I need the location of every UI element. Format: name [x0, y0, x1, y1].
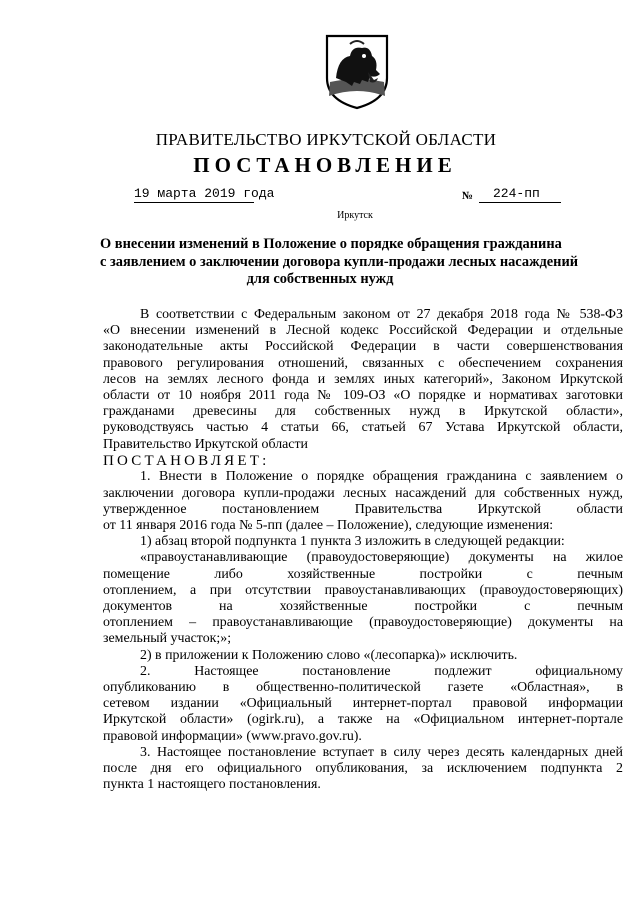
- document-body: [103, 307, 623, 793]
- title-line: с заявлением о заключении договора купли-продажи лесных насаждений: [100, 253, 579, 270]
- text-line: документов на хозяйственные постройки с печным: [103, 598, 623, 614]
- text-line: лесов на землях лесного фонда и землях иных категорий», Законом Иркутской: [103, 371, 623, 387]
- text-line: 3. Настоящее постановление вступает в силу через десять календарных дней: [140, 744, 623, 760]
- document-type: ПОСТАНОВЛЕНИЕ: [193, 153, 457, 177]
- title-line: для собственных нужд: [246, 271, 394, 287]
- text-line: заключении договора купли-продажи лесных насаждений для собственных нужд,: [103, 485, 623, 501]
- decree-heading: ПОСТАНОВЛЯЕТ:: [103, 452, 270, 469]
- item-2: [103, 664, 623, 745]
- item-1: [103, 469, 623, 534]
- text-line: после дня его официального опубликования, за исключением подпункта 2: [103, 760, 623, 776]
- document-number: 224-пп: [479, 186, 561, 203]
- text-line: «О внесении изменений в Лесной кодекс Российской Федерации и отдельные: [103, 323, 623, 339]
- text-line: земельный участок;»;: [103, 631, 232, 647]
- subitem-1: 1) абзац второй подпункта 1 пункта 3 изложить в следующей редакции:: [140, 534, 565, 550]
- text-line: 1. Внести в Положение о порядке обращения гражданина с заявлением о: [140, 469, 623, 485]
- text-line: отоплением – правоустанавливающие (правоудостоверяющие) документы на: [103, 615, 623, 631]
- preamble-paragraph: [103, 307, 623, 453]
- item-3: [103, 745, 623, 794]
- text-line: гражданами древесины для собственных нужд в Иркутской области»,: [103, 404, 623, 420]
- title-line: О внесении изменений в Положение о порядке обращения гражданина: [100, 236, 562, 252]
- text-line: «правоустанавливающие (правоудостоверяющие) документы на жилое: [140, 550, 623, 566]
- text-line: помещение либо хозяйственные постройки с печным: [103, 566, 623, 582]
- government-name: ПРАВИТЕЛЬСТВО ИРКУТСКОЙ ОБЛАСТИ: [155, 130, 497, 149]
- city-name: Иркутск: [337, 210, 373, 221]
- text-line: правовой информации» (www.pravo.gov.ru).: [103, 728, 362, 744]
- subitem-2: 2) в приложении к Положению слово «(лесопарка)» исключить.: [140, 647, 518, 663]
- text-line: сетевом издании «Официальный интернет-портал правовой информации: [103, 696, 623, 712]
- document-date: 19 марта 2019 года: [134, 186, 275, 201]
- quoted-text: [103, 550, 623, 647]
- text-line: опубликованию в общественно-политической газете «Областная», в: [103, 679, 623, 695]
- document-title: [100, 236, 579, 289]
- text-line: руководствуясь частью 4 статьи 66, статьей 67 Устава Иркутской области,: [103, 420, 623, 436]
- text-line: правового регулирования отношений, связанных с обеспечением сохранения: [103, 355, 623, 371]
- text-line: области от 10 ноября 2011 года № 109-ОЗ «О порядке и нормативах заготовки: [103, 388, 623, 404]
- text-line: 2. Настоящее постановление подлежит официальному: [140, 663, 623, 679]
- text-line: пункта 1 настоящего постановления.: [103, 777, 321, 793]
- text-line: законодательные акты Российской Федерации в части совершенствования: [103, 339, 623, 355]
- coat-of-arms-icon: [324, 34, 390, 110]
- text-line: Правительство Иркутской области: [103, 436, 308, 452]
- text-line: Иркутской области» (ogirk.ru), а также на «Официальном интернет-портале: [103, 712, 623, 728]
- text-line: отоплением, а при отсутствии правоустанавливающих (правоудостоверяющих): [103, 582, 623, 598]
- text-line: В соответствии с Федеральным законом от 27 декабря 2018 года № 538-ФЗ: [140, 307, 623, 322]
- number-sign: №: [462, 190, 474, 202]
- text-line: утвержденное постановлением Правительства Иркутской области: [103, 501, 623, 517]
- text-line: от 11 января 2016 года № 5-пп (далее – Положение), следующие изменения:: [103, 517, 554, 533]
